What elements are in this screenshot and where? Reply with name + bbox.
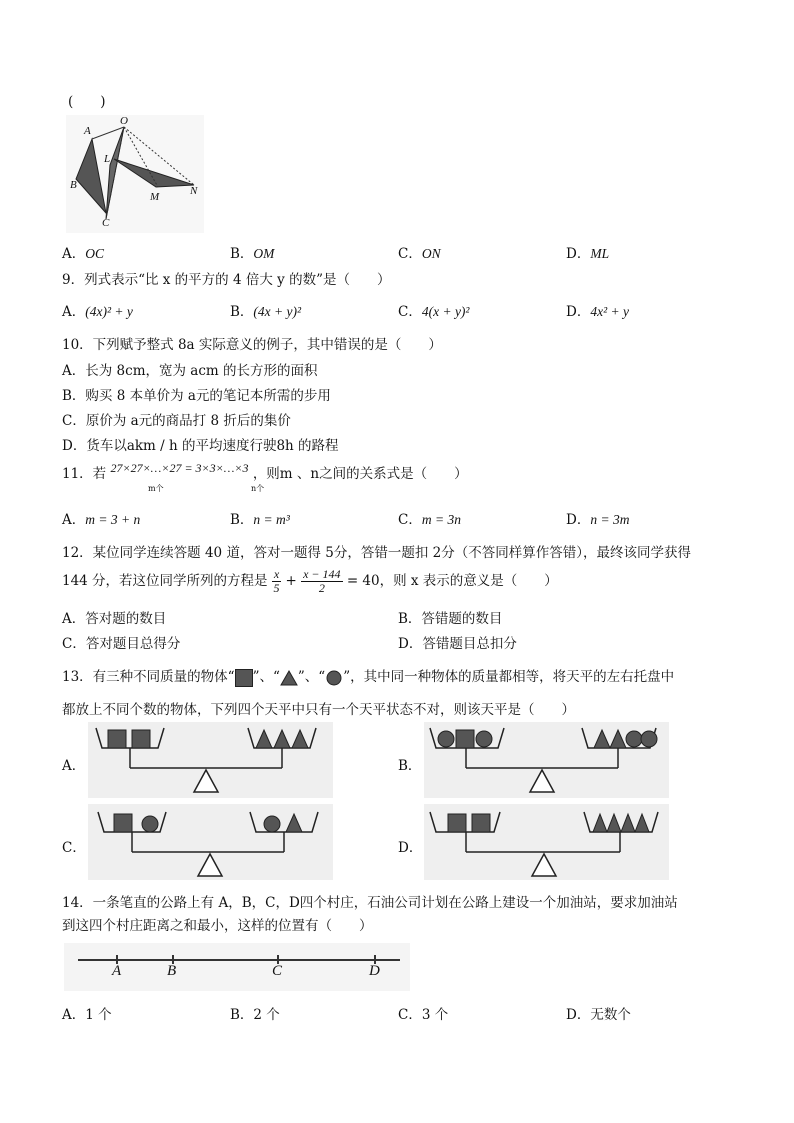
q9-option-a[interactable]: A．(4x)² + y (62, 304, 133, 320)
q8-label-L: L (104, 153, 111, 165)
q12-option-c[interactable]: C．答对题目总得分 (62, 636, 181, 652)
q14-option-d[interactable]: D．无数个 (566, 1007, 631, 1023)
road-point-C: C (272, 963, 283, 979)
q12-fraction-1: $\frac{x}{5}$ (273, 567, 280, 596)
q14-stem-line1: 14．一条笔直的公路上有 A，B，C，D四个村庄，石油公司计划在公路上建设一个加油站，要求加油站 (62, 895, 678, 911)
q14-option-b[interactable]: B．2 个 (230, 1007, 280, 1023)
q8-label-O: O (120, 115, 128, 127)
q10-option-a[interactable]: A．长为 8cm，宽为 acm 的长方形的面积 (62, 363, 318, 379)
q13-label-b[interactable]: B． (398, 758, 422, 774)
q11-option-c[interactable]: C．m = 3n (398, 512, 461, 528)
balance-scale-b[interactable] (424, 722, 669, 798)
q8-option-d[interactable]: D．ML (566, 246, 610, 262)
q13-stem-line2: 都放上不同个数的物体，下列四个天平中只有一个天平状态不对，则该天平是（ ） (62, 702, 575, 718)
q13-label-d[interactable]: D． (398, 840, 423, 856)
q11-under-left: m个 (148, 484, 164, 493)
q9-option-d[interactable]: D．4x² + y (566, 304, 629, 320)
balance-scale-a[interactable] (88, 722, 333, 798)
q14-option-a[interactable]: A．1 个 (62, 1007, 112, 1023)
q10-option-b[interactable]: B．购买 8 本单价为 a元的笔记本所需的步用 (62, 388, 331, 404)
q8-answer-paren: ( ) (68, 94, 106, 110)
q8-figure (66, 115, 204, 233)
q12-fraction-2: $\frac{x - 144}{2}$ (303, 567, 341, 596)
q10-option-c[interactable]: C．原价为 a元的商品打 8 折后的集价 (62, 413, 291, 429)
q14-option-c[interactable]: C．3 个 (398, 1007, 449, 1023)
q12-stem-line1: 12．某位同学连续答题 40 道，答对一题得 5分，答错一题扣 2分（不答同样算作答错），最终该同学获得 (62, 545, 691, 561)
q9-option-b[interactable]: B．(4x + y)² (230, 304, 302, 320)
balance-scale-d[interactable] (424, 804, 669, 880)
q8-label-C: C (102, 217, 110, 229)
q8-label-N: N (190, 185, 198, 197)
q13-label-a[interactable]: A． (62, 758, 86, 774)
q11-stem (62, 462, 468, 482)
q11-option-b[interactable]: B．n = m³ (230, 512, 290, 528)
q9-option-c[interactable]: C．4(x + y)² (398, 304, 470, 320)
road-line (78, 959, 400, 961)
q13-stem-line1: 13．有三种不同质量的物体“ ”、“ ”、“ ”，其中同一种物体的质量都相等，将天平的左右托盘中 (62, 669, 675, 685)
q11-suffix: ，则m 、n之间的关系式是（ ） (252, 466, 468, 482)
road-point-B: B (167, 963, 177, 979)
road-point-A: A (112, 963, 122, 979)
q13-label-c[interactable]: C． (62, 840, 86, 856)
balance-scale-c[interactable] (88, 804, 333, 880)
q11-prefix: 11．若 (62, 466, 107, 482)
q8-label-A: A (84, 125, 91, 137)
q12-option-b[interactable]: B．答错题的数目 (398, 611, 503, 627)
q10-stem: 10．下列赋予整式 8a 实际意义的例子，其中错误的是（ ） (62, 337, 442, 353)
q10-option-d[interactable]: D．货车以akm / h 的平均速度行驶8h 的路程 (62, 438, 339, 454)
q12-option-d[interactable]: D．答错题目总扣分 (398, 636, 517, 652)
q8-option-a[interactable]: A．OC (62, 246, 105, 262)
q14-stem-line2: 到这四个村庄距离之和最小，这样的位置有（ ） (62, 918, 373, 934)
q8-option-b[interactable]: B．OM (230, 246, 275, 262)
circle-icon (325, 670, 343, 686)
q11-option-d[interactable]: D．n = 3m (566, 512, 630, 528)
q11-under-right: n个 (251, 484, 265, 493)
square-icon (235, 669, 253, 687)
q11-option-a[interactable]: A．m = 3 + n (62, 512, 141, 528)
q14-road-figure (64, 943, 410, 991)
q12-option-a[interactable]: A．答对题的数目 (62, 611, 167, 627)
q9-stem: 9．列式表示“比 x 的平方的 4 倍大 y 的数”是（ ） (62, 272, 391, 288)
q8-label-M: M (150, 191, 160, 203)
q12-stem-line2: 144 分，若这位同学所列的方程是 $\frac{x}{5}$ + $\frac{x - 144}{2}$ = 40，则 x 表示的意义是（ ） (62, 567, 558, 596)
q8-option-c[interactable]: C．ON (398, 246, 441, 262)
q11-formula: 27×27×…×27 = 3×3×…×3 (110, 461, 249, 475)
triangle-icon (280, 670, 298, 686)
q8-label-B: B (70, 179, 77, 191)
road-point-D: D (369, 963, 380, 979)
